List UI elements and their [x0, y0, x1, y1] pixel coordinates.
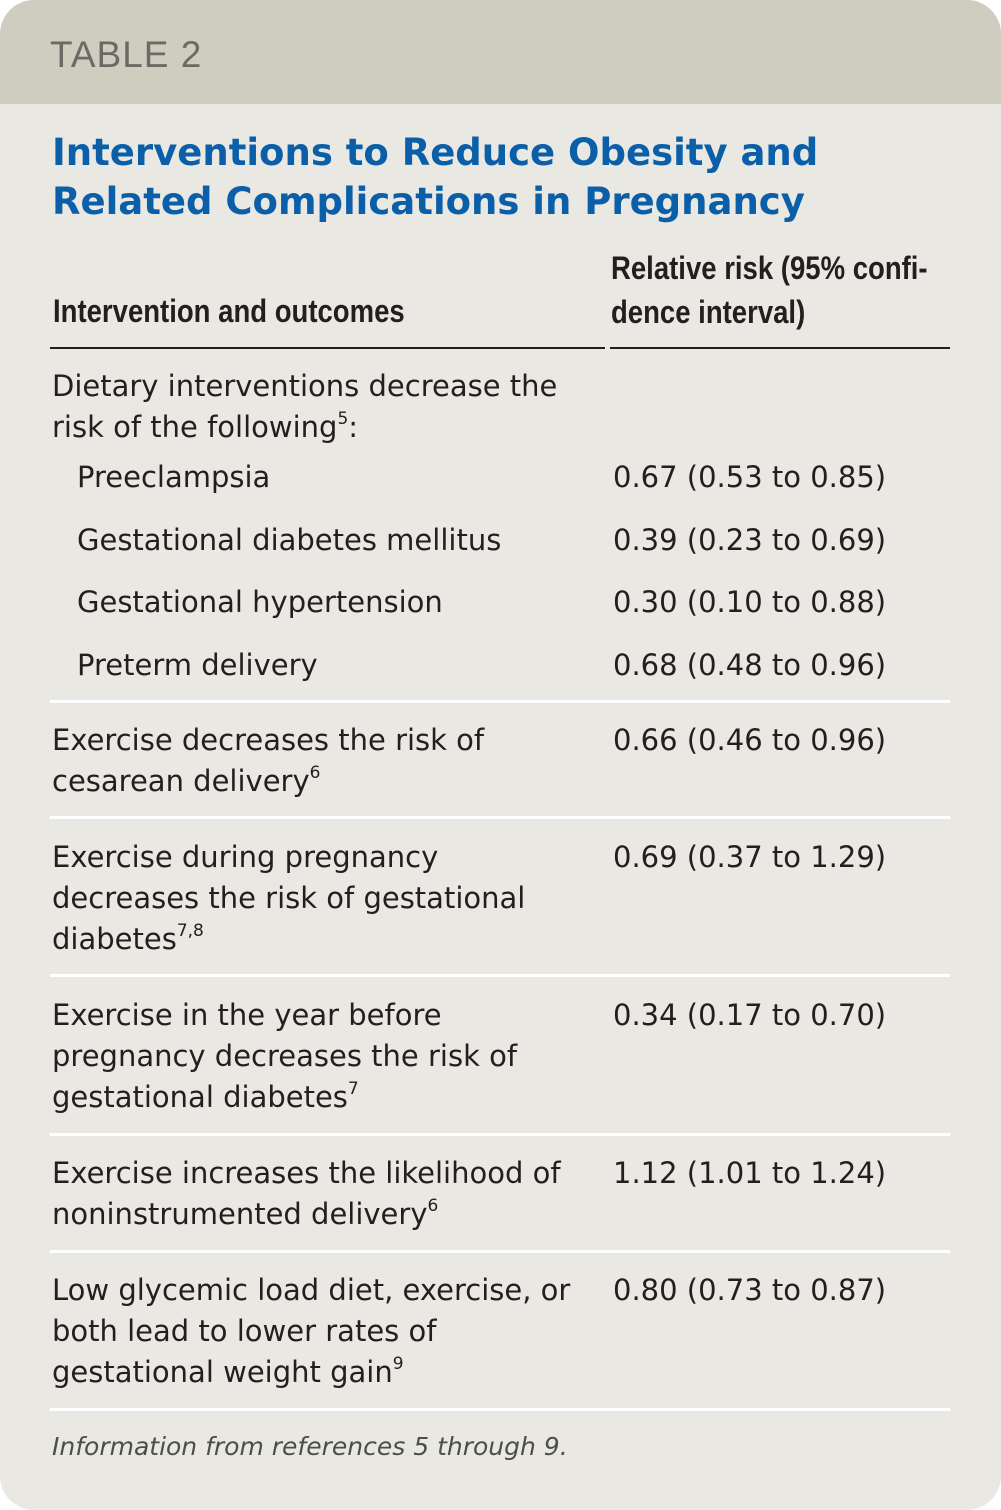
outcome-gestational-diabetes: Gestational diabetes mellitus: [77, 523, 502, 557]
group-dietary-label: [52, 366, 612, 448]
outcome-preeclampsia: Preeclampsia: [77, 460, 271, 494]
rr-exercise-cesarean: 0.66 (0.46 to 0.96): [613, 723, 887, 757]
reference-superscript: 7,8: [176, 921, 204, 941]
row-text: Exercise increases the likelihood of noninstrumented delivery: [52, 1156, 561, 1231]
rr-preterm-delivery: 0.68 (0.48 to 0.96): [613, 648, 887, 682]
reference-superscript: 9: [392, 1354, 404, 1374]
reference-superscript: 5: [337, 409, 349, 429]
outcome-gestational-hypertension: Gestational hypertension: [77, 585, 443, 619]
row-text: Low glycemic load diet, exercise, or both lead to lower rates of gestational weight gain: [52, 1273, 571, 1389]
outcome-preterm-delivery: Preterm delivery: [77, 648, 318, 682]
row-divider: [50, 1133, 950, 1136]
reference-superscript: 6: [309, 763, 321, 783]
row-text: Exercise during pregnancy decreases the risk of gestational diabetes: [52, 840, 526, 956]
row-exercise-year-before: [52, 995, 562, 1118]
rr-preeclampsia: 0.67 (0.53 to 0.85): [613, 460, 887, 494]
row-exercise-cesarean: [52, 720, 532, 802]
header-rule-gap: [605, 340, 610, 354]
rr-low-glycemic-diet: 0.80 (0.73 to 0.87): [613, 1273, 887, 1307]
row-noninstrumented-delivery: [52, 1153, 572, 1235]
reference-superscript: 7: [347, 1079, 359, 1099]
rr-noninstrumented-delivery: 1.12 (1.01 to 1.24): [613, 1156, 887, 1190]
row-text: Exercise decreases the risk of cesarean delivery: [52, 723, 485, 798]
table-title: Interventions to Reduce Obesity and Related Complications in Pregnancy: [52, 131, 819, 223]
row-divider: [50, 974, 950, 977]
rr-gestational-hypertension: 0.30 (0.10 to 0.88): [613, 585, 887, 619]
reference-superscript: 6: [427, 1196, 439, 1216]
rr-exercise-during-pregnancy: 0.69 (0.37 to 1.29): [613, 840, 887, 874]
group-dietary-colon: :: [348, 410, 359, 444]
column-header-intervention: Intervention and outcomes: [53, 293, 405, 329]
row-divider: [50, 1250, 950, 1253]
rr-exercise-year-before: 0.34 (0.17 to 0.70): [613, 998, 887, 1032]
table-label: TABLE 2: [50, 34, 203, 75]
row-divider: [50, 816, 950, 819]
column-header-relative-risk: Relative risk (95% confi- dence interval): [611, 250, 928, 330]
table-footnote: Information from references 5 through 9.: [52, 1432, 568, 1461]
row-divider: [50, 1408, 950, 1411]
row-low-glycemic-diet: [52, 1270, 582, 1393]
row-text: Exercise in the year before pregnancy decreases the risk of gestational diabetes: [52, 998, 518, 1114]
row-exercise-during-pregnancy: [52, 837, 572, 960]
group-dietary-text: Dietary interventions decrease the risk of the following: [52, 369, 558, 444]
rr-gestational-diabetes: 0.39 (0.23 to 0.69): [613, 523, 887, 557]
header-rule: [50, 347, 950, 349]
row-divider: [50, 700, 950, 703]
